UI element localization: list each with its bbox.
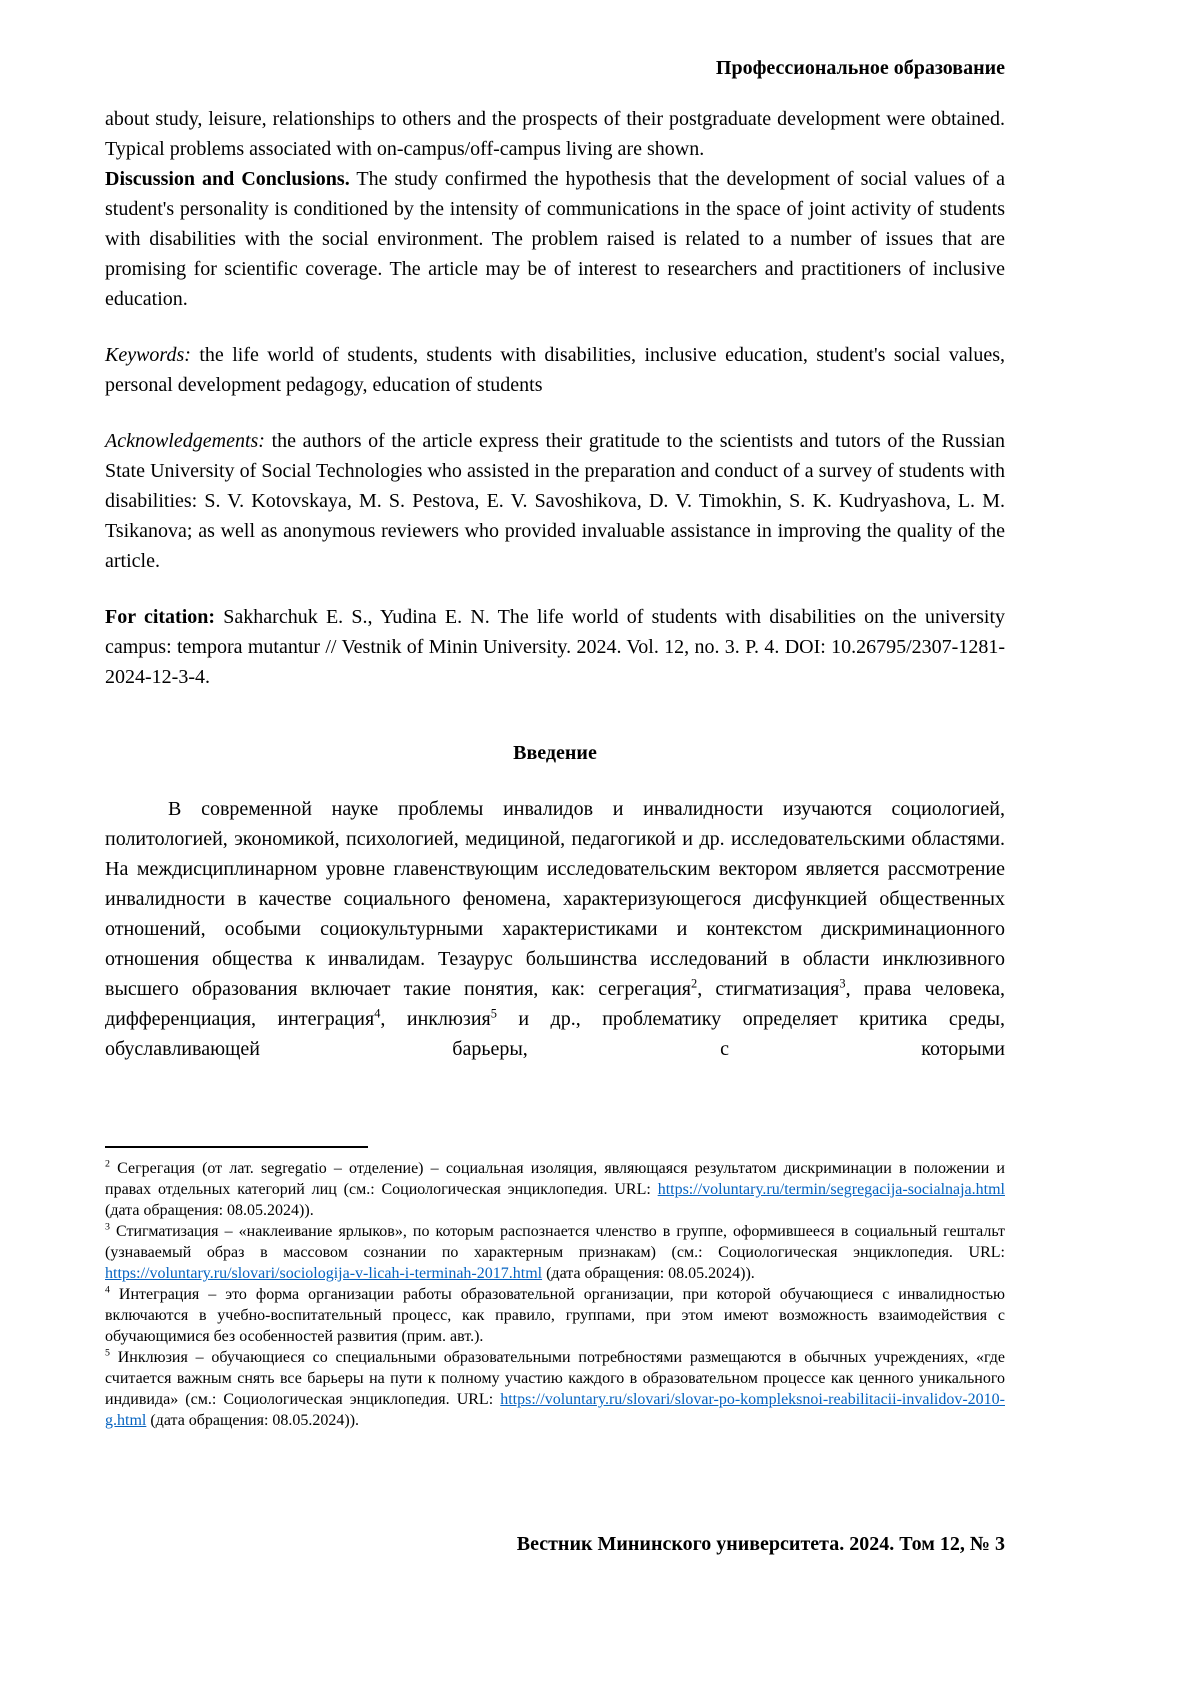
footnote-ref-2: 2 — [691, 976, 698, 991]
footnote-5 — [105, 1347, 1005, 1431]
footnote-3 — [105, 1221, 1005, 1284]
keywords-text: the life world of students, students with disabilities, inclusive education, student's social values, personal development pedagogy, education of students — [105, 344, 1005, 396]
acknowledgements-paragraph — [105, 426, 1005, 576]
discussion-label: Discussion and Conclusions. — [105, 168, 350, 190]
running-header-text: Профессиональное образование — [715, 57, 1005, 79]
footnote-5-link[interactable]: https://voluntary.ru/slovari/slovar-po-kompleksnoi-reabilitacii-invalidov-2010-g.html — [105, 1391, 1005, 1429]
footnote-4 — [105, 1284, 1005, 1347]
intro-text-2: , стигматизация — [697, 978, 840, 1000]
citation-paragraph — [105, 602, 1005, 692]
intro-text-4: , инклюзия — [380, 1008, 491, 1030]
footnote-ref-3: 3 — [839, 976, 846, 991]
citation-text: Sakharchuk E. S., Yudina E. N. The life world of students with disabilities on the university campus: tempora mutantur // Vestnik of Minin University. 2024. Vol. 12, no. 3. P. 4. DOI: 10.26795/2307-1281-2024-12-3-4. — [105, 606, 1006, 688]
footnote-3-text: Стигматизация – «наклеивание ярлыков», по которым распознается членство в группе, оформившееся в социальный гештальт (узнаваемый образ в массовом сознании по характерным признакам) (см.: Социологическая энциклопедия. URL: — [105, 1223, 1005, 1261]
footnote-4-number: 4 — [105, 1284, 110, 1296]
running-footer-text: Вестник Мининского университета. 2024. Том 12, № 3 — [516, 1533, 1005, 1555]
footnote-2-link[interactable]: https://voluntary.ru/termin/segregacija-socialnaja.html — [657, 1181, 1005, 1198]
footnote-ref-4: 4 — [374, 1006, 381, 1021]
footnote-ref-5: 5 — [490, 1006, 497, 1021]
discussion-text: The study confirmed the hypothesis that the development of social values of a student's personality is conditioned by the intensity of communications in the space of joint activity of students with disabilities with the social environment. The problem raised is related to a number of issues that are promising for scientific coverage. The article may be of interest to researchers and practitioners of inclusive education. — [105, 168, 1005, 310]
footnote-5-text: Инклюзия – обучающиеся со специальными образовательными потребностями размещаются в обычных учреждениях, «где считается важным снять все барьеры на пути к полному участию каждого в образовательном процессе как ценного уникального индивида» (см.: Социологическая энциклопедия. URL: — [105, 1349, 1005, 1408]
footnote-5-number: 5 — [105, 1347, 110, 1359]
keywords-paragraph — [105, 340, 1005, 400]
footnote-3-number: 3 — [105, 1221, 110, 1233]
footnote-separator — [105, 1146, 368, 1148]
citation-label: For citation: — [105, 606, 216, 628]
introduction-paragraph — [105, 794, 1005, 1064]
abstract-results-paragraph — [105, 104, 1005, 164]
running-footer — [105, 1532, 1005, 1556]
abstract-discussion-paragraph — [105, 164, 1005, 314]
footnote-2 — [105, 1158, 1005, 1221]
acknowledgements-text: the authors of the article express their gratitude to the scientists and tutors of the Russian State University of Social Technologies who assisted in the preparation and conduct of a survey of students with disabilities: S. V. Kotovskaya, M. S. Pestova, E. V. Savoshikova, D. V. Timokhin, S. K. Kudryashova, L. M. Tsikanova; as well as anonymous reviewers who provided invaluable assistance in improving the quality of the article. — [105, 430, 1005, 572]
abstract-results-text: about study, leisure, relationships to others and the prospects of their postgraduate development were obtained. Typical problems associated with on-campus/off-campus living are shown. — [105, 108, 1005, 160]
intro-text-3: , права человека, дифференциация, интеграция — [105, 978, 1005, 1030]
footnote-2-text: Сегрегация (от лат. segregatio – отделение) – социальная изоляция, являющаяся результатом дискриминации в положении и правах отдельных категорий лиц (см.: Социологическая энциклопедия. URL: — [105, 1160, 1005, 1198]
footnote-5-text-tail: (дата обращения: 08.05.2024)). — [146, 1412, 360, 1429]
keywords-label: Keywords: — [105, 344, 191, 366]
footnote-2-text-tail: (дата обращения: 08.05.2024)). — [105, 1202, 314, 1219]
footnote-2-number: 2 — [105, 1158, 110, 1170]
footnotes-section — [105, 1146, 1005, 1431]
acknowledgements-label: Acknowledgements: — [105, 430, 265, 452]
footnote-4-text: Интеграция – это форма организации работы образовательной организации, при которой обучающиеся с инвалидностью включаются в учебно-воспитательный процесс, как правило, группами, при этом имеют возможность взаимодействия с обучающимися без особенностей развития (прим. авт.). — [105, 1286, 1005, 1345]
intro-text-1: В современной науке проблемы инвалидов и инвалидности изучаются социологией, политологией, экономикой, психологией, медициной, педагогикой и др. исследовательскими областями. На междисциплинарном уровне главенствующим исследовательским вектором является рассмотрение инвалидности в качестве социального феномена, характеризующегося дисфункцией общественных отношений, особыми социокультурными характеристиками и контекстом дискриминационного отношения общества к инвалидам. Тезаурус большинства исследований в области инклюзивного высшего образования включает такие понятия, как: сегрегация — [105, 798, 1005, 1000]
section-heading-introduction: Введение — [513, 742, 597, 764]
intro-text-5: и др., проблематику определяет критика среды, обуславливающей барьеры, с которыми — [105, 1008, 1005, 1060]
footnote-3-text-tail: (дата обращения: 08.05.2024)). — [542, 1265, 755, 1282]
running-header — [105, 56, 1005, 80]
footnote-3-link[interactable]: https://voluntary.ru/slovari/sociologija-v-licah-i-terminah-2017.html — [105, 1265, 543, 1282]
